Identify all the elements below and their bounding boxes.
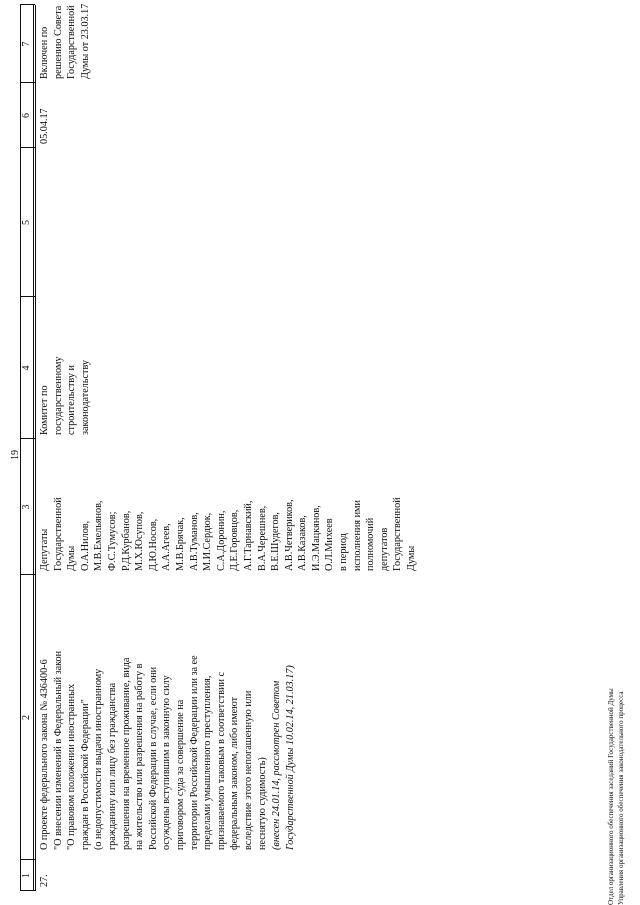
bill-title: О проекте федерального закона № 436400-6 "О внесении изменений в Федеральный закон "О правовом положении иностранных граждан в Российской Федерации" (о недопустимости выдачи иностранному гражданину или лицу без гражданства разрешения на временное проживание, вида на жительство или разрешения на работу в Российской Федерации в случае, если они осуждены вступившим в законную силу приговором суда за совершение на территории Российской Федерации или за ее пределами умышленного преступления, признаваемого таковым в соответствии с федеральным законом, либо имеют вследствие этого непогашенную или неснятую судимость) xyxy=(39,650,268,850)
column-number-3: 3 xyxy=(21,504,32,510)
consideration-date: 05.04.17 xyxy=(39,108,50,144)
page-number: 19 xyxy=(10,450,21,460)
column-number-5: 5 xyxy=(21,220,32,225)
header-bottom-border xyxy=(33,5,34,891)
inclusion-note: Включен по решению Совета Государственной Думы от 23.03.17 xyxy=(39,3,91,79)
header-double-border xyxy=(35,5,36,891)
column-number-7: 7 xyxy=(21,41,32,47)
footer-department: Отдел организационного обеспечения заседаний Государственной Думы xyxy=(607,688,615,905)
column-number-1: 1 xyxy=(21,873,32,878)
column-number-6: 6 xyxy=(21,113,32,118)
column-number-2: 2 xyxy=(21,715,32,720)
bill-authors: Депутаты Государственной Думы О.А.Нилов, М.В.Емельянов, Ф.С.Тумусов; Р.Д.Курбанов, М.Х.Юсупов, Д.Ю.Носов, А.А.Агеев, М.В.Брячак, А.В.Туманов, М.И.Сердюк, С.А.Доронин, Д.Е.Горовцов, А.Г.Тарнавский, В.А.Черешнев, В.Е.Шудегов, А.В.Четвериков, А.В.Казаков, И.Э.Мацкянов, О.Л.Михеев в период исполнения ими полномочий депутатов Государственной Думы xyxy=(39,497,418,571)
row-number: 27. xyxy=(39,874,50,887)
footer-directorate: Управления организационного обеспечения законодательного процесса xyxy=(617,691,625,905)
bill-status-note: (внесен 24.01.14, рассмотрен Советом Государственной Думы 10.02.14, 21.03.17) xyxy=(271,665,296,850)
column-number-4: 4 xyxy=(21,365,32,371)
responsible-committee: Комитет по государственному строительству и законодательству xyxy=(39,356,91,435)
